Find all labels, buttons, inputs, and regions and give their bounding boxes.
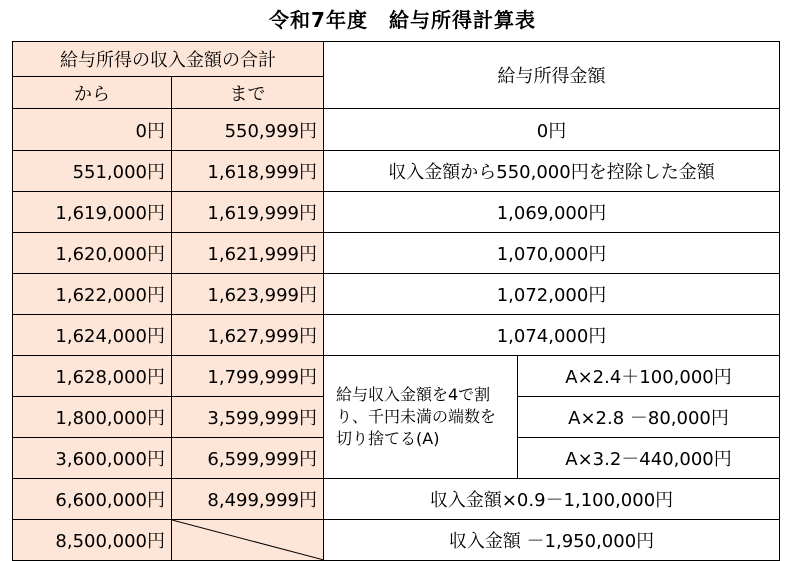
to-cell: 1,619,999円 — [172, 192, 324, 233]
amount-cell: A×2.8 －80,000円 — [518, 397, 780, 438]
amount-cell: A×3.2－440,000円 — [518, 438, 780, 479]
table-title: 令和7年度 給与所得計算表 — [269, 8, 536, 32]
to-cell: 3,599,999円 — [172, 397, 324, 438]
from-cell: 1,622,000円 — [13, 274, 172, 315]
to-cell: 1,623,999円 — [172, 274, 324, 315]
amount-cell: 収入金額 －1,950,000円 — [324, 520, 780, 561]
from-cell: 8,500,000円 — [13, 520, 172, 561]
from-cell: 1,800,000円 — [13, 397, 172, 438]
table-row — [13, 151, 780, 192]
to-cell: 8,499,999円 — [172, 479, 324, 520]
from-cell: 6,600,000円 — [13, 479, 172, 520]
header-salary-income: 給与所得金額 — [324, 42, 780, 109]
amount-cell: 0円 — [324, 109, 780, 151]
amount-cell: 収入金額から550,000円を控除した金額 — [324, 151, 780, 192]
to-cell: 1,621,999円 — [172, 233, 324, 274]
to-cell: 1,799,999円 — [172, 356, 324, 397]
note-a-cell: 給与収入金額を4で割り、千円未満の端数を切り捨てる(A) — [324, 356, 518, 479]
diagonal-line — [172, 520, 324, 560]
from-cell: 1,620,000円 — [13, 233, 172, 274]
table-row — [13, 479, 780, 520]
from-cell: 1,628,000円 — [13, 356, 172, 397]
to-cell: 1,618,999円 — [172, 151, 324, 192]
from-cell: 1,619,000円 — [13, 192, 172, 233]
amount-cell: 1,072,000円 — [324, 274, 780, 315]
from-cell: 1,624,000円 — [13, 315, 172, 356]
to-cell: 6,599,999円 — [172, 438, 324, 479]
amount-cell: 収入金額×0.9－1,100,000円 — [324, 479, 780, 520]
table-row — [13, 520, 780, 561]
header-income-total: 給与所得の収入金額の合計 — [13, 42, 324, 77]
table-row — [13, 109, 780, 151]
to-cell-empty — [172, 520, 324, 561]
from-cell: 551,000円 — [13, 151, 172, 192]
table-row — [13, 192, 780, 233]
salary-income-table — [12, 41, 780, 561]
amount-cell: 1,070,000円 — [324, 233, 780, 274]
amount-cell: 1,069,000円 — [324, 192, 780, 233]
table-row — [13, 356, 780, 397]
table-row — [13, 274, 780, 315]
to-cell: 1,627,999円 — [172, 315, 324, 356]
table-row — [13, 233, 780, 274]
to-cell: 550,999円 — [172, 109, 324, 151]
amount-cell: 1,074,000円 — [324, 315, 780, 356]
table-row — [13, 315, 780, 356]
from-cell: 0円 — [13, 109, 172, 151]
amount-cell: A×2.4＋100,000円 — [518, 356, 780, 397]
header-to: まで — [172, 77, 324, 109]
from-cell: 3,600,000円 — [13, 438, 172, 479]
header-from: から — [13, 77, 172, 109]
